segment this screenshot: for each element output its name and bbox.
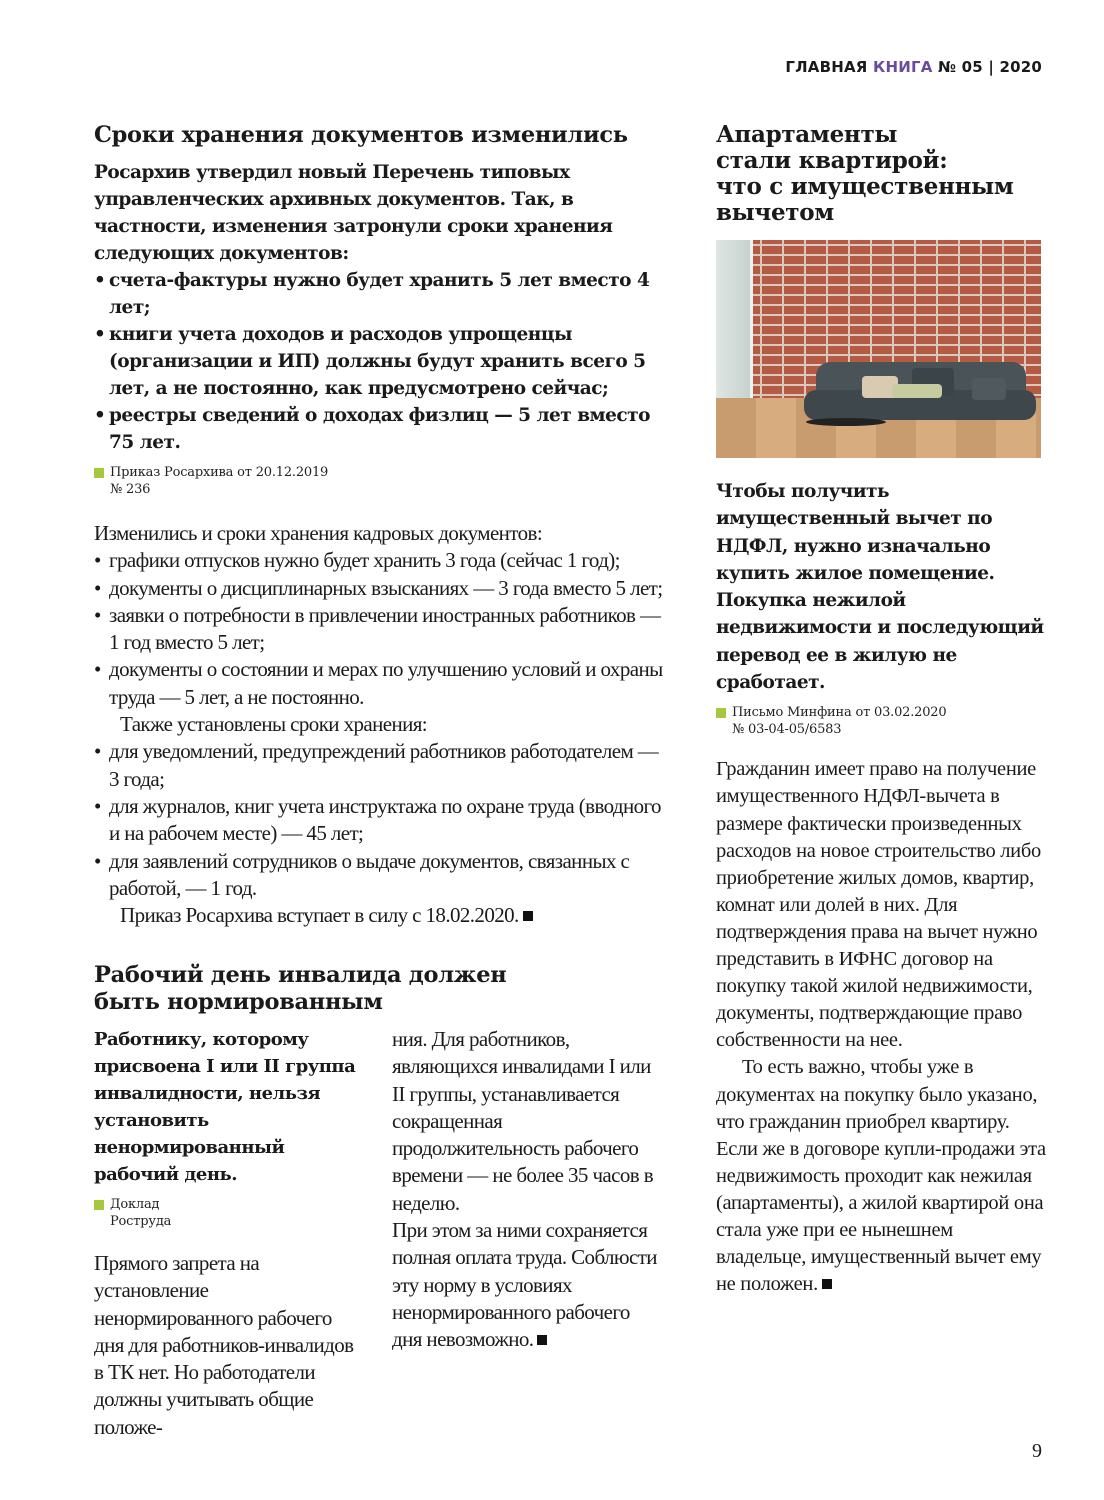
body-paragraph: Прямого запрета на установление ненормированного рабочего дня для работников-инвалидов в ТК нет. Но работодатели должны учитывать общие положе- bbox=[94, 1251, 354, 1439]
source-line: Приказ Росархива от 20.12.2019 bbox=[110, 465, 329, 480]
body-list-2 bbox=[94, 738, 664, 902]
list-item: • документы о дисциплинарных взысканиях — 3 года вместо 5 лет; bbox=[94, 575, 664, 602]
title-line: Рабочий день инвалида должен bbox=[94, 962, 507, 988]
article-lead bbox=[94, 159, 664, 456]
article-body bbox=[94, 1250, 364, 1441]
article-disabled-workday bbox=[94, 962, 684, 1441]
body-text: При этом за ними сохраняется полная оплата труда. Соблюсти эту норму в условиях ненормированного рабочего дня невозможно. bbox=[392, 1218, 657, 1352]
title-line: что с имущественным bbox=[716, 173, 1014, 200]
body-paragraph: ния. Для работников, являющихся инвалидами I или II группы, устанавливается сокращенная продолжительность рабочего времени — не более 35 часов в неделю. bbox=[392, 1027, 654, 1215]
article-title bbox=[716, 122, 1046, 226]
lead-list bbox=[94, 267, 664, 456]
source-marker-icon bbox=[716, 708, 726, 718]
source-line: № 236 bbox=[110, 482, 151, 497]
column-2 bbox=[392, 1026, 662, 1441]
body-intro: Изменились и сроки хранения кадровых документов: bbox=[94, 521, 543, 545]
list-item: • для уведомлений, предупреждений работников работодателем — 3 года; bbox=[94, 738, 664, 793]
end-mark-icon bbox=[822, 1279, 832, 1289]
article-photo bbox=[716, 240, 1041, 458]
pillow bbox=[972, 378, 1006, 400]
source-marker-icon bbox=[94, 468, 104, 478]
title-line: стали квартирой: bbox=[716, 147, 948, 174]
source-reference bbox=[94, 464, 664, 498]
body-end bbox=[94, 902, 664, 929]
source-line: Роструда bbox=[110, 1214, 172, 1229]
end-mark-icon bbox=[523, 911, 533, 921]
body-list-1 bbox=[94, 547, 664, 711]
body-mid: Также установлены сроки хранения: bbox=[120, 712, 428, 737]
title-line: Апартаменты bbox=[716, 121, 898, 148]
article-body bbox=[94, 520, 664, 929]
source-marker-icon bbox=[94, 1200, 104, 1210]
title-line: быть нормированным bbox=[94, 989, 383, 1015]
list-item: • для заявлений сотрудников о выдаче документов, связанных с работой, — 1 год. bbox=[94, 848, 664, 903]
coffee-table bbox=[806, 418, 886, 426]
pillow bbox=[892, 384, 942, 398]
list-item: • документы о состоянии и мерах по улучшению условий и охраны труда — 5 лет, а не постоянно. bbox=[94, 656, 664, 711]
article-title bbox=[94, 962, 684, 1016]
article-lead: Чтобы получить имущественный вычет по НДФЛ, нужно изначально купить жилое помещение. Покупка нежилой недвижимости и последующий перевод ее в жилую не сработает. bbox=[716, 481, 1044, 694]
brand-accent: КНИГА bbox=[873, 58, 933, 76]
body-text: То есть важно, чтобы уже в документах на покупку было указано, что гражданин приобрел квартиру. Если же в договоре купли-продажи эта недвижимость проходит как нежилая (апартаменты), а жилой квартирой она стала уже при ее нынешнем владельце, имущественный вычет ему не положен. bbox=[716, 1056, 1046, 1296]
page-header bbox=[785, 58, 1042, 76]
column-1 bbox=[94, 1026, 364, 1441]
article-body bbox=[716, 756, 1046, 1298]
article-apartments bbox=[716, 122, 1046, 1298]
brand-main: ГЛАВНАЯ bbox=[785, 58, 868, 76]
list-item: • счета-фактуры нужно будет хранить 5 лет вместо 4 лет; bbox=[94, 267, 664, 321]
list-item: • графики отпусков нужно будет хранить 3 года (сейчас 1 год); bbox=[94, 547, 664, 574]
source-reference bbox=[716, 704, 1046, 738]
source-line: Письмо Минфина от 03.02.2020 bbox=[732, 705, 947, 721]
body-end-text: Приказ Росархива вступает в силу с 18.02.2020. bbox=[120, 903, 519, 928]
body-paragraph: Гражданин имеет право на получение имущественного НДФЛ-вычета в размере фактически произведенных расходов на новое строительство либо приобретение жилых домов, квартир, комнат или долей в них. Для подтверждения права на вычет нужно представить в ИФНС договор на покупку такой жилой недвижимости, документы, подтверждающие право собственности на нее. bbox=[716, 758, 1041, 1052]
list-item: • книги учета доходов и расходов упрощенцы (организации и ИП) должны будут хранить всего 5 лет, а не постоянно, как предусмотрено сейчас; bbox=[94, 321, 664, 402]
list-item: • заявки о потребности в привлечении иностранных работников — 1 год вместо 5 лет; bbox=[94, 602, 664, 657]
list-item: • реестры сведений о доходах физлиц — 5 лет вместо 75 лет. bbox=[94, 402, 664, 456]
page-number: 9 bbox=[1032, 1440, 1042, 1462]
article-storage-periods bbox=[94, 122, 664, 929]
article-title: Сроки хранения документов изменились bbox=[94, 122, 628, 148]
source-reference bbox=[94, 1196, 364, 1230]
list-item: • для журналов, книг учета инструктажа по охране труда (вводного и на рабочем месте) — 45 лет; bbox=[94, 793, 664, 848]
article-columns bbox=[94, 1026, 684, 1441]
source-line: Доклад bbox=[110, 1197, 160, 1212]
issue-number: № 05 | 2020 bbox=[937, 58, 1042, 76]
body-paragraph bbox=[392, 1217, 662, 1353]
window bbox=[716, 240, 753, 400]
title-line: вычетом bbox=[716, 199, 834, 226]
article-body bbox=[392, 1026, 662, 1354]
article-lead: Работнику, которому присвоена I или II группа инвалидности, нельзя установить ненормированный рабочий день. bbox=[94, 1029, 356, 1185]
lead-intro: Росархив утвердил новый Перечень типовых управленческих архивных документов. Так, в частности, изменения затронули сроки хранения следующих документов: bbox=[94, 162, 613, 264]
body-paragraph bbox=[716, 1054, 1046, 1298]
source-line: № 03-04-05/6583 bbox=[732, 722, 842, 738]
end-mark-icon bbox=[537, 1335, 547, 1345]
